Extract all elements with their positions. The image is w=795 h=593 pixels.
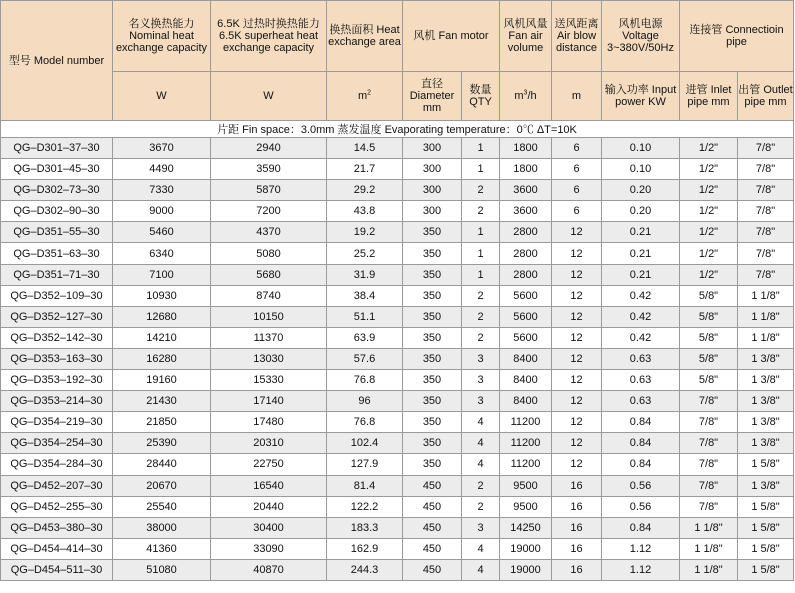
cell-heat-area: 76.8 xyxy=(327,412,403,433)
cell-air-volume: 8400 xyxy=(500,391,552,412)
cell-model: QG–D454–414–30 xyxy=(1,538,113,559)
table-row xyxy=(1,412,794,433)
cell-fan-qty: 4 xyxy=(462,433,500,454)
cell-inlet-pipe: 5/8" xyxy=(680,370,738,391)
cell-outlet-pipe: 7/8" xyxy=(738,243,794,264)
cell-air-volume: 19000 xyxy=(500,538,552,559)
cell-fan-qty: 3 xyxy=(462,517,500,538)
cell-heat-area: 244.3 xyxy=(327,559,403,580)
cell-inlet-pipe: 7/8" xyxy=(680,475,738,496)
cell-input-power: 0.56 xyxy=(602,496,680,517)
cell-superheat-capacity: 10150 xyxy=(211,306,327,327)
unit-distance: m xyxy=(552,72,602,121)
cell-heat-area: 57.6 xyxy=(327,348,403,369)
cell-input-power: 0.21 xyxy=(602,222,680,243)
table-row xyxy=(1,180,794,201)
cell-heat-area: 19.2 xyxy=(327,222,403,243)
cell-blow-distance: 6 xyxy=(552,180,602,201)
cell-fan-diameter: 350 xyxy=(403,285,462,306)
cell-outlet-pipe: 1 5/8" xyxy=(738,559,794,580)
cell-model: QG–D351–55–30 xyxy=(1,222,113,243)
cell-heat-area: 43.8 xyxy=(327,201,403,222)
cell-input-power: 0.42 xyxy=(602,327,680,348)
cell-inlet-pipe: 1/2" xyxy=(680,201,738,222)
cell-superheat-capacity: 40870 xyxy=(211,559,327,580)
cell-blow-distance: 12 xyxy=(552,348,602,369)
header-connection-pipe: 连接管 Connectioin pipe xyxy=(680,1,794,72)
cell-blow-distance: 12 xyxy=(552,433,602,454)
cell-superheat-capacity: 5870 xyxy=(211,180,327,201)
cell-air-volume: 3600 xyxy=(500,180,552,201)
cell-inlet-pipe: 1/2" xyxy=(680,138,738,159)
cell-nominal-capacity: 21430 xyxy=(113,391,211,412)
cell-air-volume: 9500 xyxy=(500,496,552,517)
table-row xyxy=(1,348,794,369)
cell-nominal-capacity: 3670 xyxy=(113,138,211,159)
cell-input-power: 0.63 xyxy=(602,391,680,412)
unit-area-exp: 2 xyxy=(367,89,372,97)
cell-fan-qty: 2 xyxy=(462,496,500,517)
cell-outlet-pipe: 1 5/8" xyxy=(738,454,794,475)
cell-outlet-pipe: 1 3/8" xyxy=(738,433,794,454)
cell-model: QG–D353–192–30 xyxy=(1,370,113,391)
cell-blow-distance: 12 xyxy=(552,306,602,327)
cell-input-power: 0.84 xyxy=(602,412,680,433)
cell-fan-qty: 1 xyxy=(462,159,500,180)
cell-fan-diameter: 300 xyxy=(403,159,462,180)
cell-outlet-pipe: 1 5/8" xyxy=(738,496,794,517)
cell-model: QG–D354–284–30 xyxy=(1,454,113,475)
header-model: 型号 Model number xyxy=(1,1,113,121)
cell-outlet-pipe: 7/8" xyxy=(738,264,794,285)
cell-heat-area: 14.5 xyxy=(327,138,403,159)
cell-nominal-capacity: 12680 xyxy=(113,306,211,327)
cell-inlet-pipe: 5/8" xyxy=(680,348,738,369)
cell-fan-diameter: 350 xyxy=(403,264,462,285)
table-row xyxy=(1,138,794,159)
cell-blow-distance: 6 xyxy=(552,201,602,222)
cell-fan-qty: 2 xyxy=(462,475,500,496)
cell-blow-distance: 12 xyxy=(552,243,602,264)
header-superheat-capacity: 6.5K 过热时换热能力 6.5K superheat heat exchange capacity xyxy=(211,1,327,72)
cell-fan-qty: 3 xyxy=(462,348,500,369)
cell-superheat-capacity: 7200 xyxy=(211,201,327,222)
cell-fan-diameter: 350 xyxy=(403,243,462,264)
cell-air-volume: 8400 xyxy=(500,370,552,391)
cell-superheat-capacity: 15330 xyxy=(211,370,327,391)
cell-superheat-capacity: 20310 xyxy=(211,433,327,454)
cell-nominal-capacity: 4490 xyxy=(113,159,211,180)
table-row xyxy=(1,370,794,391)
cell-nominal-capacity: 25540 xyxy=(113,496,211,517)
table-row xyxy=(1,306,794,327)
cell-input-power: 1.12 xyxy=(602,538,680,559)
cell-input-power: 0.42 xyxy=(602,306,680,327)
cell-heat-area: 76.8 xyxy=(327,370,403,391)
cell-outlet-pipe: 1 5/8" xyxy=(738,538,794,559)
cell-fan-diameter: 450 xyxy=(403,496,462,517)
cell-model: QG–D452–255–30 xyxy=(1,496,113,517)
unit-air-volume xyxy=(500,72,552,121)
cell-fan-diameter: 350 xyxy=(403,454,462,475)
cell-fan-diameter: 300 xyxy=(403,201,462,222)
cell-outlet-pipe: 1 3/8" xyxy=(738,475,794,496)
cell-nominal-capacity: 25390 xyxy=(113,433,211,454)
cell-inlet-pipe: 1/2" xyxy=(680,243,738,264)
cell-air-volume: 1800 xyxy=(500,138,552,159)
cell-model: QG–D352–109–30 xyxy=(1,285,113,306)
cell-fan-qty: 2 xyxy=(462,180,500,201)
cell-inlet-pipe: 5/8" xyxy=(680,285,738,306)
cell-superheat-capacity: 17140 xyxy=(211,391,327,412)
cell-model: QG–D353–214–30 xyxy=(1,391,113,412)
unit-air-base: m xyxy=(514,90,524,102)
header-inlet-pipe: 进管 Inlet pipe mm xyxy=(680,72,738,121)
cell-outlet-pipe: 7/8" xyxy=(738,222,794,243)
cell-fan-diameter: 300 xyxy=(403,138,462,159)
cell-heat-area: 81.4 xyxy=(327,475,403,496)
cell-outlet-pipe: 1 3/8" xyxy=(738,412,794,433)
cell-heat-area: 29.2 xyxy=(327,180,403,201)
cell-superheat-capacity: 22750 xyxy=(211,454,327,475)
cell-heat-area: 127.9 xyxy=(327,454,403,475)
cell-nominal-capacity: 7100 xyxy=(113,264,211,285)
header-fan-motor: 风机 Fan motor xyxy=(403,1,500,72)
cell-fan-qty: 1 xyxy=(462,243,500,264)
cell-heat-area: 51.1 xyxy=(327,306,403,327)
cell-blow-distance: 16 xyxy=(552,517,602,538)
header-heat-area: 换热面积 Heat exchange area xyxy=(327,1,403,72)
cell-outlet-pipe: 1 1/8" xyxy=(738,327,794,348)
cell-outlet-pipe: 1 3/8" xyxy=(738,348,794,369)
cell-fan-diameter: 300 xyxy=(403,180,462,201)
cell-nominal-capacity: 28440 xyxy=(113,454,211,475)
cell-fan-qty: 1 xyxy=(462,222,500,243)
cell-air-volume: 5600 xyxy=(500,285,552,306)
cell-fan-qty: 4 xyxy=(462,454,500,475)
header-row-units xyxy=(1,72,794,121)
table-row xyxy=(1,496,794,517)
cell-input-power: 0.20 xyxy=(602,201,680,222)
cell-air-volume: 5600 xyxy=(500,327,552,348)
cell-outlet-pipe: 7/8" xyxy=(738,138,794,159)
cell-nominal-capacity: 9000 xyxy=(113,201,211,222)
cell-superheat-capacity: 4370 xyxy=(211,222,327,243)
cell-fan-diameter: 350 xyxy=(403,370,462,391)
cell-nominal-capacity: 10930 xyxy=(113,285,211,306)
conditions-row xyxy=(1,121,794,138)
cell-fan-qty: 2 xyxy=(462,285,500,306)
cell-fan-qty: 3 xyxy=(462,391,500,412)
cell-fan-diameter: 450 xyxy=(403,475,462,496)
cell-air-volume: 2800 xyxy=(500,264,552,285)
cell-air-volume: 9500 xyxy=(500,475,552,496)
cell-air-volume: 19000 xyxy=(500,559,552,580)
header-input-power: 输入功率 Input power KW xyxy=(602,72,680,121)
cell-fan-qty: 4 xyxy=(462,412,500,433)
cell-fan-qty: 2 xyxy=(462,306,500,327)
unit-air-suffix: /h xyxy=(527,90,537,102)
cell-blow-distance: 16 xyxy=(552,475,602,496)
cell-fan-diameter: 350 xyxy=(403,348,462,369)
cell-blow-distance: 12 xyxy=(552,454,602,475)
cell-fan-diameter: 350 xyxy=(403,391,462,412)
table-row xyxy=(1,222,794,243)
unit-nominal: W xyxy=(113,72,211,121)
cell-nominal-capacity: 41360 xyxy=(113,538,211,559)
cell-fan-diameter: 350 xyxy=(403,306,462,327)
cell-fan-qty: 3 xyxy=(462,370,500,391)
cell-model: QG–D301–45–30 xyxy=(1,159,113,180)
cell-heat-area: 63.9 xyxy=(327,327,403,348)
cell-inlet-pipe: 5/8" xyxy=(680,327,738,348)
cell-superheat-capacity: 16540 xyxy=(211,475,327,496)
cell-outlet-pipe: 7/8" xyxy=(738,180,794,201)
cell-superheat-capacity: 13030 xyxy=(211,348,327,369)
cell-model: QG–D302–73–30 xyxy=(1,180,113,201)
cell-heat-area: 25.2 xyxy=(327,243,403,264)
cell-fan-qty: 4 xyxy=(462,559,500,580)
cell-air-volume: 1800 xyxy=(500,159,552,180)
cell-model: QG–D301–37–30 xyxy=(1,138,113,159)
cell-air-volume: 2800 xyxy=(500,222,552,243)
cell-inlet-pipe: 7/8" xyxy=(680,391,738,412)
table-row xyxy=(1,433,794,454)
table-row xyxy=(1,475,794,496)
cell-model: QG–D352–142–30 xyxy=(1,327,113,348)
cell-inlet-pipe: 1/2" xyxy=(680,159,738,180)
cell-heat-area: 122.2 xyxy=(327,496,403,517)
cell-input-power: 0.84 xyxy=(602,517,680,538)
cell-model: QG–D354–254–30 xyxy=(1,433,113,454)
cell-blow-distance: 16 xyxy=(552,559,602,580)
cell-heat-area: 31.9 xyxy=(327,264,403,285)
cell-blow-distance: 6 xyxy=(552,159,602,180)
cell-heat-area: 183.3 xyxy=(327,517,403,538)
unit-area xyxy=(327,72,403,121)
header-outlet-pipe: 出管 Outlet pipe mm xyxy=(738,72,794,121)
cell-air-volume: 8400 xyxy=(500,348,552,369)
cell-inlet-pipe: 7/8" xyxy=(680,433,738,454)
cell-air-volume: 2800 xyxy=(500,243,552,264)
cell-fan-diameter: 350 xyxy=(403,433,462,454)
cell-fan-qty: 1 xyxy=(462,264,500,285)
cell-inlet-pipe: 1/2" xyxy=(680,180,738,201)
cell-superheat-capacity: 33090 xyxy=(211,538,327,559)
cell-input-power: 0.10 xyxy=(602,159,680,180)
conditions-note: 片距 Fin space：3.0mm 蒸发温度 Evaporating temperature：0℃ ΔT=10K xyxy=(1,121,794,138)
cell-fan-qty: 2 xyxy=(462,201,500,222)
header-nominal-capacity: 名义换热能力 Nominal heat exchange capacity xyxy=(113,1,211,72)
cell-outlet-pipe: 1 5/8" xyxy=(738,517,794,538)
table-row xyxy=(1,538,794,559)
header-fan-air-volume: 风机风量 Fan air volume xyxy=(500,1,552,72)
cell-heat-area: 38.4 xyxy=(327,285,403,306)
table-row xyxy=(1,391,794,412)
cell-inlet-pipe: 1/2" xyxy=(680,222,738,243)
cell-fan-qty: 2 xyxy=(462,327,500,348)
cell-nominal-capacity: 5460 xyxy=(113,222,211,243)
cell-input-power: 0.84 xyxy=(602,433,680,454)
cell-input-power: 0.20 xyxy=(602,180,680,201)
cell-superheat-capacity: 30400 xyxy=(211,517,327,538)
cell-input-power: 0.42 xyxy=(602,285,680,306)
cell-superheat-capacity: 20440 xyxy=(211,496,327,517)
cell-nominal-capacity: 51080 xyxy=(113,559,211,580)
cell-outlet-pipe: 1 1/8" xyxy=(738,306,794,327)
unit-superheat: W xyxy=(211,72,327,121)
cell-model: QG–D454–511–30 xyxy=(1,559,113,580)
cell-input-power: 1.12 xyxy=(602,559,680,580)
cell-blow-distance: 12 xyxy=(552,370,602,391)
cell-input-power: 0.21 xyxy=(602,243,680,264)
cell-blow-distance: 6 xyxy=(552,138,602,159)
cell-air-volume: 11200 xyxy=(500,454,552,475)
cell-superheat-capacity: 3590 xyxy=(211,159,327,180)
cell-blow-distance: 12 xyxy=(552,264,602,285)
header-air-blow-distance: 送风距离 Air blow distance xyxy=(552,1,602,72)
cell-outlet-pipe: 1 3/8" xyxy=(738,391,794,412)
cell-model: QG–D354–219–30 xyxy=(1,412,113,433)
cell-fan-diameter: 350 xyxy=(403,327,462,348)
cell-inlet-pipe: 5/8" xyxy=(680,306,738,327)
cell-inlet-pipe: 7/8" xyxy=(680,412,738,433)
cell-air-volume: 5600 xyxy=(500,306,552,327)
cell-air-volume: 14250 xyxy=(500,517,552,538)
cell-inlet-pipe: 1/2" xyxy=(680,264,738,285)
cell-fan-diameter: 450 xyxy=(403,517,462,538)
cell-input-power: 0.84 xyxy=(602,454,680,475)
table-row xyxy=(1,159,794,180)
cell-superheat-capacity: 8740 xyxy=(211,285,327,306)
cell-superheat-capacity: 5680 xyxy=(211,264,327,285)
cell-input-power: 0.63 xyxy=(602,370,680,391)
cell-outlet-pipe: 7/8" xyxy=(738,159,794,180)
cell-nominal-capacity: 20670 xyxy=(113,475,211,496)
cell-fan-diameter: 350 xyxy=(403,222,462,243)
cell-air-volume: 11200 xyxy=(500,412,552,433)
cell-model: QG–D352–127–30 xyxy=(1,306,113,327)
cell-nominal-capacity: 7330 xyxy=(113,180,211,201)
header-qty: 数量 QTY xyxy=(462,72,500,121)
header-row-top xyxy=(1,1,794,72)
table-row xyxy=(1,243,794,264)
cell-model: QG–D453–380–30 xyxy=(1,517,113,538)
cell-nominal-capacity: 21850 xyxy=(113,412,211,433)
cell-fan-diameter: 450 xyxy=(403,538,462,559)
table-row xyxy=(1,264,794,285)
cell-fan-diameter: 350 xyxy=(403,412,462,433)
cell-fan-qty: 1 xyxy=(462,138,500,159)
cell-heat-area: 102.4 xyxy=(327,433,403,454)
cell-superheat-capacity: 17480 xyxy=(211,412,327,433)
cell-outlet-pipe: 1 3/8" xyxy=(738,370,794,391)
cell-outlet-pipe: 7/8" xyxy=(738,201,794,222)
table-row xyxy=(1,327,794,348)
cell-inlet-pipe: 1 1/8" xyxy=(680,517,738,538)
cell-air-volume: 3600 xyxy=(500,201,552,222)
cell-blow-distance: 16 xyxy=(552,538,602,559)
cell-input-power: 0.21 xyxy=(602,264,680,285)
cell-input-power: 0.63 xyxy=(602,348,680,369)
cell-outlet-pipe: 1 1/8" xyxy=(738,285,794,306)
table-row xyxy=(1,454,794,475)
cell-nominal-capacity: 19160 xyxy=(113,370,211,391)
cell-superheat-capacity: 2940 xyxy=(211,138,327,159)
cell-heat-area: 21.7 xyxy=(327,159,403,180)
cell-superheat-capacity: 11370 xyxy=(211,327,327,348)
cell-inlet-pipe: 7/8" xyxy=(680,454,738,475)
cell-model: QG–D452–207–30 xyxy=(1,475,113,496)
cell-model: QG–D351–71–30 xyxy=(1,264,113,285)
cell-heat-area: 96 xyxy=(327,391,403,412)
cell-blow-distance: 12 xyxy=(552,412,602,433)
table-row xyxy=(1,559,794,580)
cell-nominal-capacity: 14210 xyxy=(113,327,211,348)
cell-blow-distance: 12 xyxy=(552,222,602,243)
cell-model: QG–D302–90–30 xyxy=(1,201,113,222)
cell-input-power: 0.56 xyxy=(602,475,680,496)
cell-blow-distance: 12 xyxy=(552,285,602,306)
unit-air-exp: 3 xyxy=(523,89,528,97)
cell-inlet-pipe: 1 1/8" xyxy=(680,538,738,559)
cell-superheat-capacity: 5080 xyxy=(211,243,327,264)
cell-nominal-capacity: 38000 xyxy=(113,517,211,538)
cell-blow-distance: 12 xyxy=(552,327,602,348)
cell-blow-distance: 12 xyxy=(552,391,602,412)
cell-air-volume: 11200 xyxy=(500,433,552,454)
table-row xyxy=(1,285,794,306)
cell-blow-distance: 16 xyxy=(552,496,602,517)
cell-nominal-capacity: 16280 xyxy=(113,348,211,369)
header-fan-voltage: 风机电源 Voltage 3~380V/50Hz xyxy=(602,1,680,72)
table-row xyxy=(1,201,794,222)
cell-fan-diameter: 450 xyxy=(403,559,462,580)
cell-model: QG–D353–163–30 xyxy=(1,348,113,369)
table-body xyxy=(1,121,794,581)
cell-inlet-pipe: 7/8" xyxy=(680,496,738,517)
cell-input-power: 0.10 xyxy=(602,138,680,159)
table-row xyxy=(1,517,794,538)
cell-fan-qty: 4 xyxy=(462,538,500,559)
cell-inlet-pipe: 1 1/8" xyxy=(680,559,738,580)
cell-heat-area: 162.9 xyxy=(327,538,403,559)
cell-nominal-capacity: 6340 xyxy=(113,243,211,264)
header-diameter: 直径 Diameter mm xyxy=(403,72,462,121)
cell-model: QG–D351–63–30 xyxy=(1,243,113,264)
unit-area-base: m xyxy=(357,90,368,102)
